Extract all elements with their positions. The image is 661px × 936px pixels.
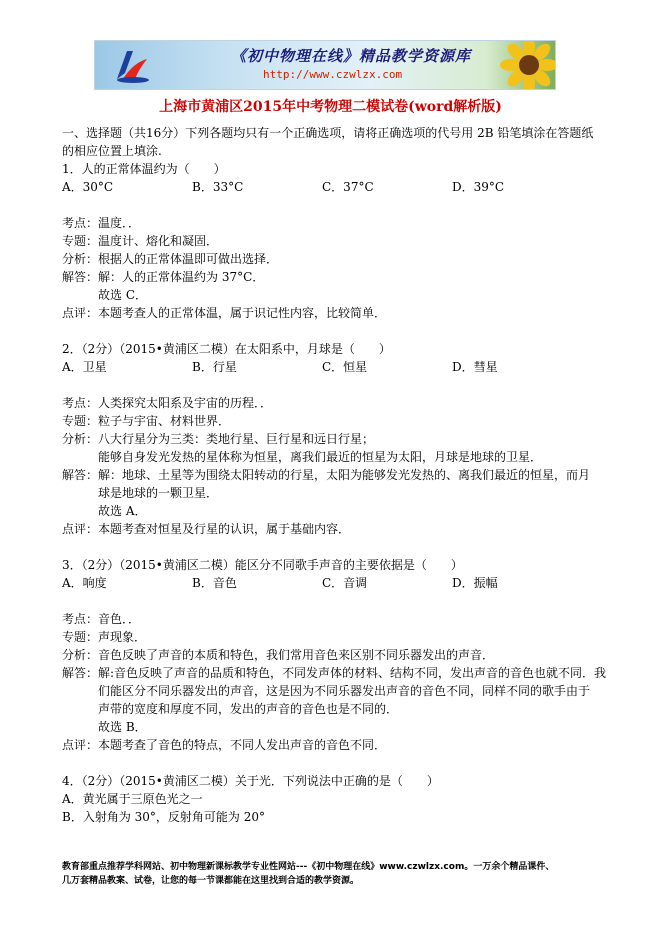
q2-option-c: C．恒星	[322, 360, 368, 374]
logo-icon	[111, 45, 151, 85]
q1-choice: 故选 C．	[98, 288, 147, 302]
footer-line1: 教育部重点推荐学科网站、初中物理新课标教学专业性网站---《初中物理在线》www.czwlzx.com。一万余个精品课件、	[62, 862, 555, 872]
q3-jieda-line3: 声带的宽度和厚度不同，发出的声音的音色也是不同的．	[98, 702, 399, 716]
q2-fenxi: 分析： 八大行星分为三类：类地行星、巨行星和远日行星；	[62, 432, 375, 446]
q2-option-d: D．彗星	[452, 360, 498, 374]
q3-fenxi: 分析： 音色反映了声音的本质和特色，我们常用音色来区别不同乐器发出的声音．	[62, 648, 495, 662]
section-instructions-line1: 一、选择题（共16分）下列各题均只有一个正确选项，请将正确选项的代号用 2B 铅笔填涂在答题纸	[62, 126, 594, 140]
q1-fenxi: 分析： 根据人的正常体温即可做出选择．	[62, 252, 279, 266]
q1-option-c: C．37°C	[322, 180, 374, 194]
q2-dianping: 点评： 本题考查对恒星及行星的认识，属于基础内容．	[62, 522, 351, 536]
q1-option-b: B．33°C	[192, 180, 244, 194]
footer-line2: 几万套精品教案、试卷，让您的每一节课都能在这里找到合适的教学资源。	[62, 876, 360, 886]
banner-url: http://www.czwlzx.com	[263, 68, 403, 81]
q1-zhuanti: 专题： 温度计、熔化和凝固．	[62, 234, 219, 248]
q2-jieda-line2: 球是地球的一颗卫星．	[98, 486, 219, 500]
q2-kaodian: 考点： 人类探究太阳系及宇宙的历程．．	[62, 396, 273, 410]
q1-option-a: A．30°C	[62, 180, 114, 194]
banner-title: 《初中物理在线》精品教学资源库	[231, 47, 472, 65]
q2-choice: 故选 A．	[98, 504, 147, 518]
q3-jieda: 解答： 解:音色反映了声音的品质和特色，不同发声体的材料、结构不同，发出声音的音色也就不同．我	[62, 666, 607, 680]
q3-choice: 故选 B．	[98, 720, 147, 734]
page-footer	[62, 860, 622, 888]
q3-option-a: A．响度	[62, 576, 107, 590]
q3-zhuanti: 专题： 声现象．	[62, 630, 147, 644]
q4-option-a: A．黄光属于三原色光之一	[62, 792, 203, 806]
q3-kaodian: 考点： 音色．．	[62, 612, 141, 626]
q1-kaodian: 考点： 温度．．	[62, 216, 141, 230]
q2-stem: 2．（2分）（2015•黄浦区二模）在太阳系中，月球是（ ）	[62, 342, 391, 356]
q3-options	[62, 574, 622, 592]
q1-options	[62, 178, 622, 196]
q4-stem: 4．（2分）（2015•黄浦区二模）关于光．下列说法中正确的是（ ）	[62, 774, 439, 788]
q1-dianping: 点评： 本题考查人的正常体温，属于识记性内容，比较简单．	[62, 306, 387, 320]
q3-dianping: 点评： 本题考查了音色的特点，不同人发出声音的音色不同．	[62, 738, 387, 752]
q3-jieda-line2: 们能区分不同乐器发出的声音，这是因为不同乐器发出声音的音色不同，同样不同的歌手由于	[98, 684, 591, 698]
q3-option-c: C．音调	[322, 576, 368, 590]
q2-option-b: B．行星	[192, 360, 237, 374]
q1-option-d: D．39°C	[452, 180, 505, 194]
q3-option-b: B．音色	[192, 576, 237, 590]
q2-zhuanti: 专题： 粒子与宇宙、材料世界．	[62, 414, 231, 428]
q2-option-a: A．卫星	[62, 360, 107, 374]
q2-options	[62, 358, 622, 376]
q3-stem: 3．（2分）（2015•黄浦区二模）能区分不同歌手声音的主要依据是（ ）	[62, 558, 463, 572]
q3-option-d: D．振幅	[452, 576, 498, 590]
q2-fenxi-line2: 能够自身发光发热的星体称为恒星，离我们最近的恒星为太阳，月球是地球的卫星．	[98, 450, 543, 464]
document-body	[62, 124, 622, 826]
q1-stem: 1．人的正常体温约为（ ）	[62, 162, 226, 176]
document-title: 上海市黄浦区2015年中考物理二模试卷(word解析版)	[159, 99, 502, 115]
header-banner	[94, 40, 556, 90]
q4-option-b: B．入射角为 30°，反射角可能为 20°	[62, 810, 265, 824]
q1-jieda: 解答： 解：人的正常体温约为 37°C．	[62, 270, 265, 284]
sunflower-icon	[499, 40, 556, 90]
section-instructions-line2: 的相应位置上填涂.	[62, 144, 162, 158]
q2-jieda: 解答： 解：地球、土星等为围绕太阳转动的行星，太阳为能够发光发热的、离我们最近的恒星，而月	[62, 468, 591, 482]
